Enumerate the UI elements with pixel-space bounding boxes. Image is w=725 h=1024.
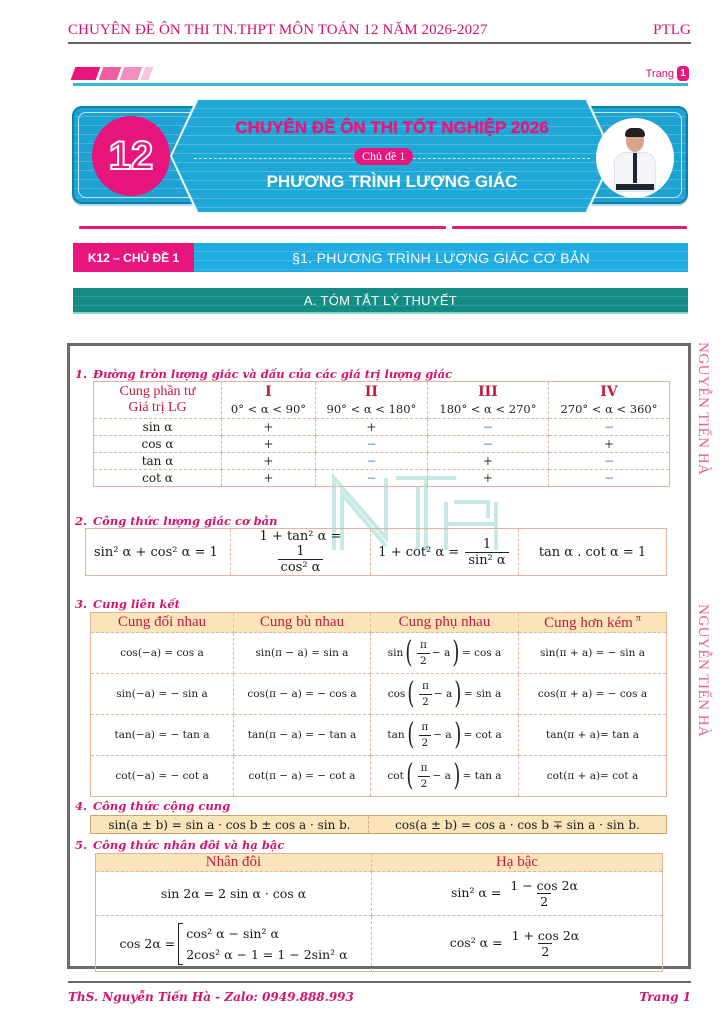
document-code: PTLG bbox=[653, 22, 691, 38]
grade-badge: 12 bbox=[92, 116, 170, 196]
section-title: §1. PHƯƠNG TRÌNH LƯỢNG GIÁC CƠ BẢN bbox=[194, 243, 688, 272]
table-row: tan(−a) = − tan a tan(π − a) = − tan a tan ( $\frac{\pi}{2}$ − a ) = cot a tan(π + a)= tan a bbox=[91, 715, 667, 756]
item-heading-4: 4. Công thức cộng cung bbox=[75, 799, 231, 813]
decorative-stripes bbox=[73, 67, 151, 81]
formula-cell: cos(a ± b) = cos a · cos b ∓ sin a · sin b. bbox=[369, 816, 667, 834]
table-header-row: Cung đối nhau Cung bù nhau Cung phụ nhau Cung hơn kém $^\pi$ bbox=[91, 613, 667, 633]
stripe bbox=[120, 67, 143, 80]
quadrant-header: II 90° < α < 180° bbox=[315, 382, 427, 419]
stripe bbox=[99, 67, 122, 80]
quadrant-header: IV 270° < α < 360° bbox=[548, 382, 669, 419]
table-row: tan α + − + − bbox=[94, 453, 670, 470]
double-angle-table bbox=[95, 853, 663, 972]
basic-identities-table bbox=[85, 528, 667, 576]
table-row: cos 2α = cos² α − sin² α 2cos² α − 1 = 1 − 2sin² α cos² α = $\frac{1 + \cos 2\alpha}{2}$ bbox=[96, 916, 663, 972]
side-watermark: NGUYỄN TIẾN HÀ bbox=[695, 604, 711, 738]
item-heading-2: 2. Công thức lượng giác cơ bản bbox=[75, 514, 278, 528]
divider bbox=[73, 83, 688, 86]
stripe bbox=[71, 67, 101, 80]
document-title: CHUYÊN ĐỀ ÔN THI TN.THPT MÔN TOÁN 12 NĂM 2026-2027 bbox=[68, 22, 488, 38]
item-heading-1: 1. Đường tròn lượng giác và dấu của các giá trị lượng giác bbox=[75, 367, 453, 381]
addition-formulas-table bbox=[90, 815, 667, 834]
table-row: sin α + + − − bbox=[94, 419, 670, 436]
subsection-title: A. TÓM TẮT LÝ THUYẾT bbox=[73, 288, 688, 314]
formula-cell: 1 + cot² α = $\frac{1}{\text{sin² α}}$ bbox=[371, 529, 519, 576]
table-row bbox=[91, 816, 667, 834]
table-header-row bbox=[94, 382, 670, 419]
banner-subtitle: PHƯƠNG TRÌNH LƯỢNG GIÁC bbox=[266, 172, 518, 191]
page-number: Trang 1 bbox=[639, 990, 691, 1004]
page-tag bbox=[646, 66, 689, 81]
author-contact: ThS. Nguyễn Tiến Hà - Zalo: 0949.888.993 bbox=[68, 990, 354, 1004]
quadrant-header: III 180° < α < 270° bbox=[427, 382, 548, 419]
quadrant-header: I 0° < α < 90° bbox=[222, 382, 316, 419]
formula-cell: sin² α + cos² α = 1 bbox=[86, 529, 231, 576]
related-angles-table bbox=[90, 612, 667, 797]
table-row: cos α + − − + bbox=[94, 436, 670, 453]
formula-cell: sin(a ± b) = sin a · cos b ± cos a · sin b. bbox=[91, 816, 369, 834]
side-watermark: NGUYỄN TIẾN HÀ bbox=[695, 342, 711, 476]
divider bbox=[452, 226, 687, 229]
sign-table bbox=[93, 381, 670, 487]
item-heading-5: 5. Công thức nhân đôi và hạ bậc bbox=[75, 838, 285, 852]
page-tag-number: 1 bbox=[677, 66, 689, 81]
stripe bbox=[141, 67, 154, 80]
item-heading-3: 3. Cung liên kết bbox=[75, 597, 180, 611]
running-footer bbox=[68, 981, 691, 1004]
formula-cell: 1 + tan² α = $\frac{1}{\text{cos² α}}$ bbox=[231, 529, 371, 576]
section-tag: K12 – CHỦ ĐỀ 1 bbox=[73, 243, 194, 272]
author-photo bbox=[596, 118, 674, 198]
table-header-row: Nhân đôi Hạ bậc bbox=[96, 854, 663, 872]
formula-cell: tan α . cot α = 1 bbox=[519, 529, 667, 576]
running-header bbox=[68, 22, 691, 44]
divider bbox=[79, 226, 446, 229]
table-row: sin(−a) = − sin a cos(π − a) = − cos a cos ( $\frac{\pi}{2}$ − a ) = sin a cos(π + a) = − cos a bbox=[91, 674, 667, 715]
table-row: cos(−a) = cos a sin(π − a) = sin a sin ( $\frac{\pi}{2}$ − a ) = cos a sin(π + a) = − sin a bbox=[91, 633, 667, 674]
corner-cell: Cung phần tư Giá trị LG bbox=[94, 382, 222, 419]
page-tag-label: Trang bbox=[645, 67, 674, 80]
topic-banner bbox=[72, 106, 688, 204]
topic-pill: Chủ đề 1 bbox=[354, 148, 413, 165]
table-row: cot(−a) = − cot a cot(π − a) = − cot a cot ( $\frac{\pi}{2}$ − a ) = tan a cot(π + a)= cot a bbox=[91, 756, 667, 797]
table-row: cot α + − + − bbox=[94, 470, 670, 487]
section-bar bbox=[73, 243, 688, 272]
table-row: sin 2α = 2 sin α · cos α sin² α = $\frac{1 - \cos 2\alpha}{2}$ bbox=[96, 872, 663, 916]
table-row bbox=[86, 529, 667, 576]
banner-title: CHUYÊN ĐỀ ÔN THI TỐT NGHIỆP 2026 bbox=[235, 118, 549, 137]
